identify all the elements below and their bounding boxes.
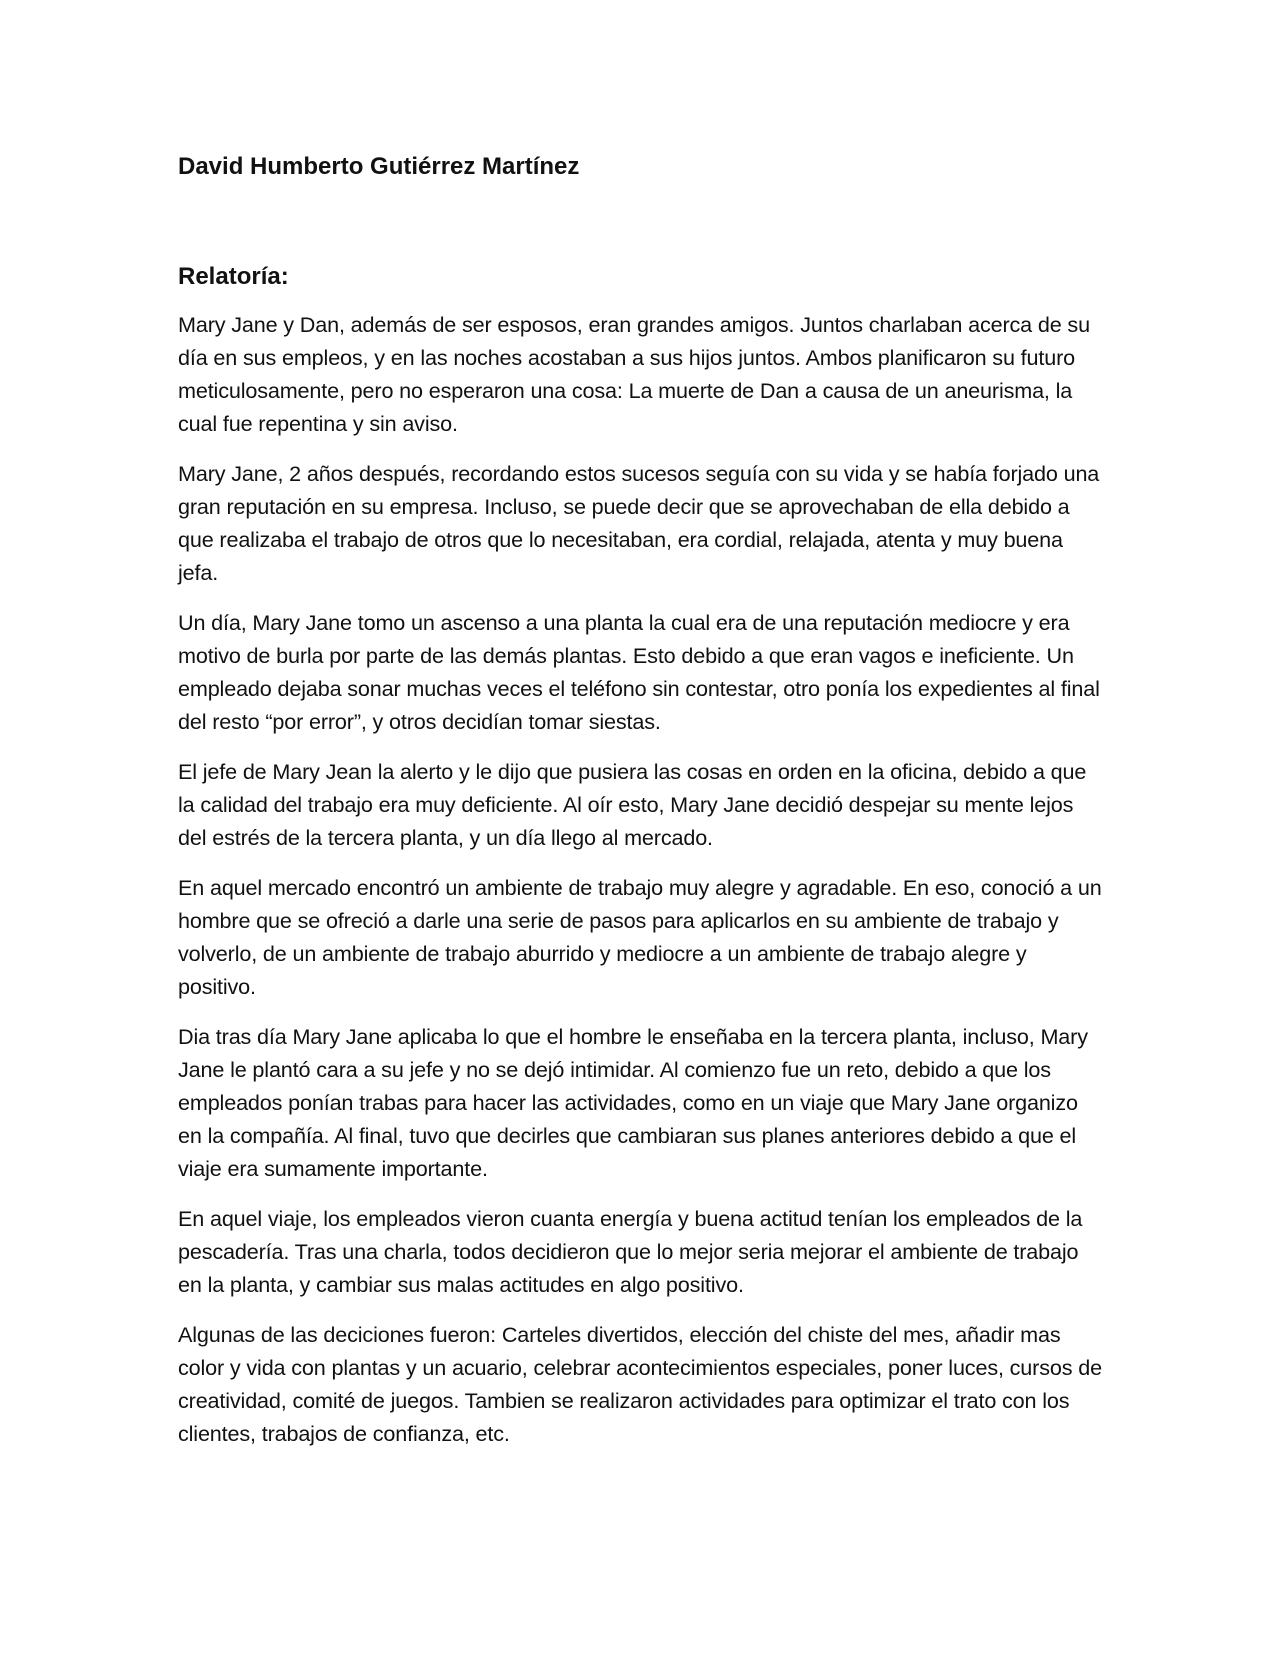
paragraph-3: Un día, Mary Jane tomo un ascenso a una planta la cual era de una reputación mediocre y era motivo de burla por parte de las demás plantas. Esto debido a que eran vagos e ineficiente. Un empleado dejaba sonar muchas veces el teléfono sin contestar, otro ponía los expedientes al final del resto “por error”, y otros decidían tomar siestas.: [178, 610, 1100, 734]
document-body: [178, 308, 1102, 1450]
paragraph-6: Dia tras día Mary Jane aplicaba lo que el hombre le enseñaba en la tercera planta, incluso, Mary Jane le plantó cara a su jefe y no se dejó intimidar. Al comienzo fue un reto, debido a que los empleados ponían trabas para hacer las actividades, como en un viaje que Mary Jane organizo en la compañía. Al final, tuvo que decirles que cambiaran sus planes anteriores debido a que el viaje era sumamente importante.: [178, 1024, 1088, 1181]
author-name: David Humberto Gutiérrez Martínez: [178, 153, 580, 180]
paragraph-4: El jefe de Mary Jean la alerto y le dijo que pusiera las cosas en orden en la oficina, debido a que la calidad del trabajo era muy deficiente. Al oír esto, Mary Jane decidió despejar su mente lejos del estrés de la tercera planta, y un día llego al mercado.: [178, 759, 1087, 850]
document-content: [178, 150, 1102, 1467]
paragraph-8: Algunas de las deciciones fueron: Carteles divertidos, elección del chiste del mes, añadir mas color y vida con plantas y un acuario, celebrar acontecimientos especiales, poner luces, cursos de creatividad, comité de juegos. Tambien se realizaron actividades para optimizar el trato con los clientes, trabajos de confianza, etc.: [178, 1322, 1102, 1446]
section-heading: Relatoría:: [178, 263, 289, 290]
paragraph-2: Mary Jane, 2 años después, recordando estos sucesos seguía con su vida y se había forjado una gran reputación en su empresa. Incluso, se puede decir que se aprovechaban de ella debido a que realizaba el trabajo de otros que lo necesitaban, era cordial, relajada, atenta y muy buena jefa.: [178, 461, 1100, 585]
paragraph-7: En aquel viaje, los empleados vieron cuanta energía y buena actitud tenían los empleados de la pescadería. Tras una charla, todos decidieron que lo mejor seria mejorar el ambiente de trabajo en la planta, y cambiar sus malas actitudes en algo positivo.: [178, 1206, 1083, 1297]
paragraph-1: Mary Jane y Dan, además de ser esposos, eran grandes amigos. Juntos charlaban acerca de su día en sus empleos, y en las noches acostaban a sus hijos juntos. Ambos planificaron su futuro meticulosamente, pero no esperaron una cosa: La muerte de Dan a causa de un aneurisma, la cual fue repentina y sin aviso.: [178, 312, 1090, 436]
paragraph-5: En aquel mercado encontró un ambiente de trabajo muy alegre y agradable. En eso, conoció a un hombre que se ofreció a darle una serie de pasos para aplicarlos en su ambiente de trabajo y volverlo, de un ambiente de trabajo aburrido y mediocre a un ambiente de trabajo alegre y positivo.: [178, 875, 1102, 999]
